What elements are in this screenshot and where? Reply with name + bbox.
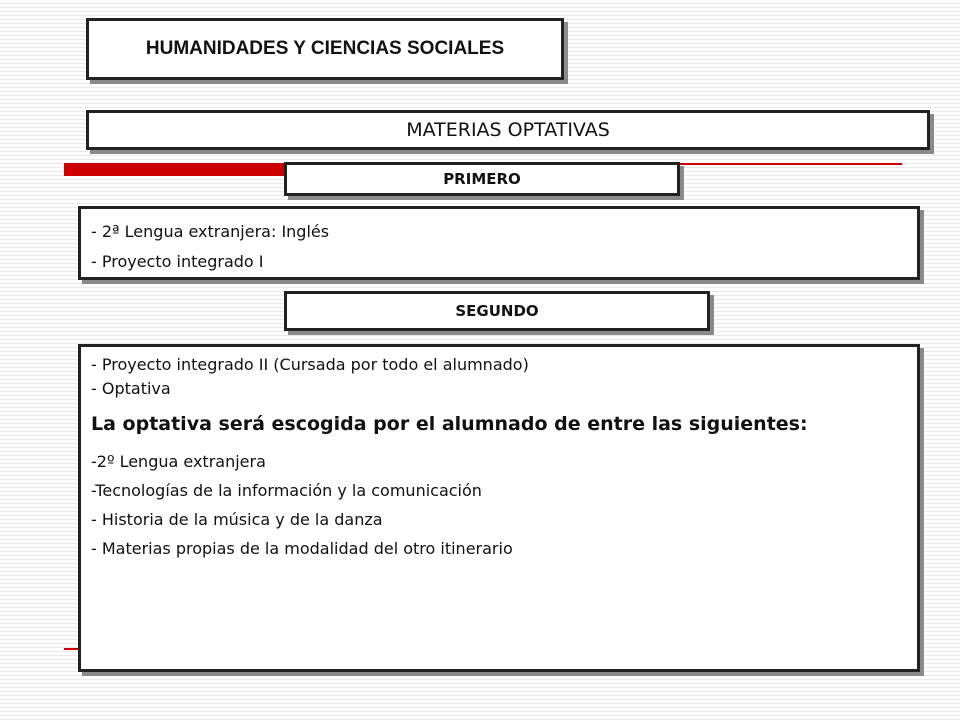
primero-label: PRIMERO — [284, 162, 680, 196]
primero-list — [78, 206, 920, 280]
option-item: - Historia de la música y de la danza — [91, 510, 383, 529]
list-item: - Proyecto integrado II (Cursada por todo el alumnado) — [91, 355, 529, 374]
section-title: MATERIAS OPTATIVAS — [86, 110, 930, 150]
list-item: - 2ª Lengua extranjera: Inglés — [91, 222, 330, 241]
segundo-label: SEGUNDO — [284, 291, 710, 331]
page-title: HUMANIDADES Y CIENCIAS SOCIALES — [86, 18, 564, 80]
optativa-note: La optativa será escogida por el alumnado de entre las siguientes: — [91, 413, 808, 435]
red-accent-bar — [64, 163, 302, 176]
option-item: -2º Lengua extranjera — [91, 452, 266, 471]
option-item: - Materias propias de la modalidad del otro itinerario — [91, 539, 513, 558]
list-item: - Proyecto integrado I — [91, 252, 264, 271]
option-item: -Tecnologías de la información y la comunicación — [91, 481, 482, 500]
segundo-list — [78, 344, 920, 672]
list-item: - Optativa — [91, 379, 171, 398]
